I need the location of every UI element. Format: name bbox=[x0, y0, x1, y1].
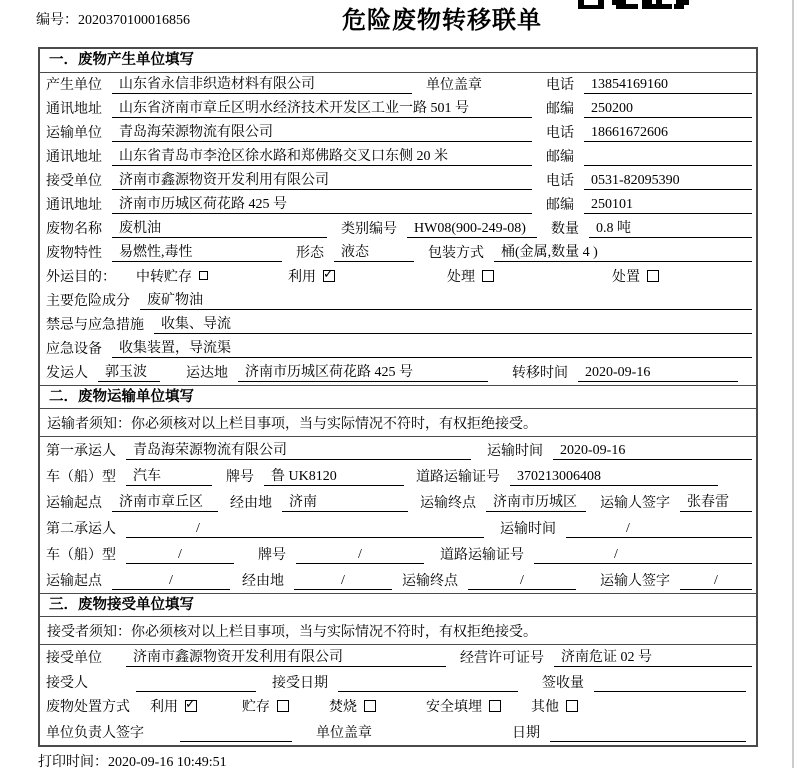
disposal-incinerate-label: 焚烧 bbox=[329, 700, 357, 715]
waste-qty-label: 数量 bbox=[551, 222, 579, 237]
field-row-hazard-component bbox=[40, 289, 756, 313]
route-via-2-label: 经由地 bbox=[242, 574, 284, 589]
route-start-2-value: / bbox=[112, 573, 230, 590]
responsible-sign-value bbox=[180, 725, 292, 742]
dispatcher-value: 郭玉波 bbox=[98, 361, 160, 382]
transport-time-1-label: 运输时间 bbox=[487, 444, 543, 459]
generator-zip-label: 邮编 bbox=[546, 102, 574, 117]
road-license-2-label: 道路运输证号 bbox=[440, 548, 524, 563]
transport-address-value: 山东省青岛市李沧区徐水路和郑佛路交叉口东侧 20 米 bbox=[112, 145, 532, 166]
transporter-sign-1-value: 张春雷 bbox=[680, 491, 752, 512]
equipment-label: 应急设备 bbox=[46, 342, 102, 357]
field-row-transport-address bbox=[40, 145, 756, 169]
disposal-other-checkbox bbox=[566, 700, 578, 712]
receipt-date-value bbox=[338, 675, 518, 692]
disposal-option-other bbox=[531, 696, 578, 716]
waste-qty-value: 0.8 吨 bbox=[589, 217, 752, 238]
transporter-sign-1-label: 运输人签字 bbox=[600, 496, 670, 511]
destination-value: 济南市历城区荷花路 425 号 bbox=[238, 361, 488, 382]
packing-label: 包装方式 bbox=[428, 246, 484, 261]
transport-unit-label: 运输单位 bbox=[46, 126, 102, 141]
receiver-zip-value: 250101 bbox=[584, 197, 752, 214]
road-license-1-value: 370213006408 bbox=[510, 469, 718, 486]
transfer-time-label: 转移时间 bbox=[512, 366, 568, 381]
route-end-1-label: 运输终点 bbox=[420, 496, 476, 511]
road-license-2-value: / bbox=[534, 547, 752, 564]
transport-address-label: 通讯地址 bbox=[46, 150, 102, 165]
business-license-label: 经营许可证号 bbox=[460, 651, 544, 666]
field-row-vehicle-2 bbox=[40, 541, 756, 567]
transport-phone-label: 电话 bbox=[546, 126, 574, 141]
received-qty-value bbox=[594, 675, 746, 692]
waste-code-value: HW08(900-249-08) bbox=[407, 221, 537, 238]
vehicle-type-1-value: 汽车 bbox=[126, 465, 212, 486]
field-row-generator-address bbox=[40, 97, 756, 121]
field-row-waste-name bbox=[40, 217, 756, 241]
second-carrier-value: / bbox=[126, 521, 484, 538]
route-end-1-value: 济南市历城区 bbox=[486, 491, 586, 512]
transport-time-1-value: 2020-09-16 bbox=[553, 443, 752, 460]
transport-time-2-value: / bbox=[566, 521, 752, 538]
accepting-unit-value: 济南市鑫源物资开发利用有限公司 bbox=[126, 646, 446, 667]
disposal-method-label: 废物处置方式 bbox=[46, 700, 130, 715]
business-license-value: 济南危证 02 号 bbox=[554, 646, 752, 667]
disposal-incinerate-checkbox bbox=[364, 700, 376, 712]
print-time bbox=[38, 751, 227, 768]
purpose-option-treat bbox=[447, 266, 494, 286]
purpose-option-dispose bbox=[612, 266, 659, 286]
waste-name-label: 废物名称 bbox=[46, 222, 102, 237]
field-row-second-carrier bbox=[40, 515, 756, 541]
field-row-signoff bbox=[40, 720, 756, 745]
dispose-checkbox bbox=[647, 270, 659, 282]
field-row-receiver-unit bbox=[40, 169, 756, 193]
serial-label: 编号： bbox=[36, 13, 78, 28]
transporter-notice: 运输者须知：你必须核对以上栏目事项，当与实际情况不符时，有权拒绝接受。 bbox=[40, 409, 756, 437]
receiver-zip-label: 邮编 bbox=[546, 198, 574, 213]
receiver-person-value bbox=[136, 675, 256, 692]
field-row-emergency-measures bbox=[40, 313, 756, 337]
route-start-1-label: 运输起点 bbox=[46, 496, 102, 511]
disposal-option-utilize bbox=[150, 696, 197, 716]
field-row-receiver-address bbox=[40, 193, 756, 217]
field-row-waste-traits bbox=[40, 241, 756, 265]
field-row-vehicle-1 bbox=[40, 463, 756, 489]
route-start-2-label: 运输起点 bbox=[46, 574, 102, 589]
page-edge-divider bbox=[792, 0, 794, 768]
route-end-2-value: / bbox=[468, 573, 576, 590]
transporter-sign-2-label: 运输人签字 bbox=[600, 574, 670, 589]
disposal-option-store bbox=[242, 696, 289, 716]
dispatcher-label: 发运人 bbox=[46, 366, 88, 381]
responsible-sign-label: 单位负责人签字 bbox=[46, 726, 144, 741]
field-row-receipt bbox=[40, 670, 756, 695]
field-row-transfer-purpose bbox=[40, 265, 756, 289]
receipt-date-label: 接受日期 bbox=[272, 676, 328, 691]
disposal-utilize-checkbox bbox=[185, 700, 197, 712]
transport-zip-label: 邮编 bbox=[546, 150, 574, 165]
serial-value: 2020370100016856 bbox=[78, 13, 190, 28]
plate-2-label: 牌号 bbox=[258, 548, 286, 563]
plate-1-value: 鲁 UK8120 bbox=[264, 465, 404, 486]
unit-seal-2-label: 单位盖章 bbox=[316, 726, 372, 741]
waste-form-label: 形态 bbox=[296, 246, 324, 261]
field-row-route-2 bbox=[40, 567, 756, 593]
receiver-address-value: 济南市历城区荷花路 425 号 bbox=[112, 193, 532, 214]
route-via-1-value: 济南 bbox=[282, 491, 408, 512]
route-start-1-value: 济南市章丘区 bbox=[112, 491, 218, 512]
vehicle-type-1-label: 车（船）型 bbox=[46, 470, 116, 485]
hazard-value: 废矿物油 bbox=[140, 289, 752, 310]
waste-traits-label: 废物特性 bbox=[46, 246, 102, 261]
road-license-1-label: 道路运输证号 bbox=[416, 470, 500, 485]
plate-1-label: 牌号 bbox=[226, 470, 254, 485]
utilize-checkbox bbox=[323, 270, 335, 282]
disposal-other-label: 其他 bbox=[531, 700, 559, 715]
print-time-label: 打印时间： bbox=[38, 755, 108, 768]
receiver-unit-value: 济南市鑫源物资开发利用有限公司 bbox=[112, 169, 532, 190]
receiver-phone-label: 电话 bbox=[546, 174, 574, 189]
signoff-date-label: 日期 bbox=[512, 726, 540, 741]
purpose-option-storage bbox=[136, 266, 208, 286]
transport-phone-value: 18661672606 bbox=[584, 125, 752, 142]
treat-checkbox bbox=[482, 270, 494, 282]
route-via-2-value: / bbox=[294, 573, 392, 590]
print-time-value: 2020-09-16 10:49:51 bbox=[108, 755, 227, 768]
signoff-date-value bbox=[550, 725, 746, 742]
vehicle-type-2-value: / bbox=[126, 547, 234, 564]
section-3-header: 三．废物接受单位填写 bbox=[40, 593, 756, 617]
route-end-2-label: 运输终点 bbox=[402, 574, 458, 589]
waste-code-label: 类别编号 bbox=[341, 222, 397, 237]
disposal-utilize-label: 利用 bbox=[150, 700, 178, 715]
section-1-body bbox=[40, 73, 756, 385]
second-carrier-label: 第二承运人 bbox=[46, 522, 116, 537]
purpose-option-dispose-label: 处置 bbox=[612, 269, 640, 285]
transporter-sign-2-value: / bbox=[680, 573, 752, 590]
generator-address-label: 通讯地址 bbox=[46, 102, 102, 117]
field-row-dispatch bbox=[40, 361, 756, 385]
receiver-notice: 接受者须知：你必须核对以上栏目事项，当与实际情况不符时，有权拒绝接受。 bbox=[40, 617, 756, 645]
plate-2-value: / bbox=[296, 547, 424, 564]
field-row-generator-unit bbox=[40, 73, 756, 97]
disposal-store-checkbox bbox=[277, 700, 289, 712]
generator-phone-label: 电话 bbox=[546, 78, 574, 93]
equipment-value: 收集装置，导流渠 bbox=[112, 337, 752, 358]
route-via-1-label: 经由地 bbox=[230, 496, 272, 511]
disposal-option-incinerate bbox=[329, 696, 376, 716]
received-qty-label: 签收量 bbox=[542, 676, 584, 691]
qr-code-icon bbox=[578, 0, 690, 10]
generator-zip-value: 250200 bbox=[584, 101, 752, 118]
packing-value: 桶(金属,数量 4 ) bbox=[494, 241, 752, 262]
waste-name-value: 废机油 bbox=[112, 217, 327, 238]
receiver-phone-value: 0531-82095390 bbox=[584, 173, 752, 190]
field-row-route-1 bbox=[40, 489, 756, 515]
section-3-body bbox=[40, 617, 756, 745]
section-2-header: 二．废物运输单位填写 bbox=[40, 385, 756, 409]
manifest-table bbox=[38, 47, 758, 747]
field-row-first-carrier bbox=[40, 437, 756, 463]
destination-label: 运达地 bbox=[186, 366, 228, 381]
storage-checkbox bbox=[199, 271, 208, 280]
disposal-store-label: 贮存 bbox=[242, 700, 270, 715]
waste-traits-value: 易燃性,毒性 bbox=[112, 241, 282, 262]
section-2-body bbox=[40, 409, 756, 593]
generator-address-value: 山东省济南市章丘区明水经济技术开发区工业一路 501 号 bbox=[112, 97, 532, 118]
field-row-accepting-unit bbox=[40, 645, 756, 670]
serial-number bbox=[36, 9, 190, 29]
taboo-label: 禁忌与应急措施 bbox=[46, 318, 144, 333]
first-carrier-value: 青岛海荣源物流有限公司 bbox=[126, 439, 471, 460]
taboo-value: 收集、导流 bbox=[154, 313, 752, 334]
transport-time-2-label: 运输时间 bbox=[500, 522, 556, 537]
waste-form-value: 液态 bbox=[334, 241, 414, 262]
purpose-option-utilize bbox=[288, 266, 335, 286]
transport-unit-value: 青岛海荣源物流有限公司 bbox=[112, 121, 532, 142]
document-header bbox=[0, 0, 796, 47]
field-row-transport-unit bbox=[40, 121, 756, 145]
page-title: 危险废物转移联单 bbox=[342, 8, 542, 34]
receiver-person-label: 接受人 bbox=[46, 676, 88, 691]
transport-zip-value bbox=[584, 149, 752, 166]
generator-unit-value: 山东省永信非织造材料有限公司 bbox=[112, 73, 412, 94]
purpose-option-storage-label: 中转贮存 bbox=[136, 269, 192, 285]
receiver-unit-label: 接受单位 bbox=[46, 174, 102, 189]
receiver-address-label: 通讯地址 bbox=[46, 198, 102, 213]
purpose-label: 外运目的： bbox=[46, 269, 116, 285]
section-1-header: 一．废物产生单位填写 bbox=[40, 49, 756, 73]
field-row-emergency-equipment bbox=[40, 337, 756, 361]
disposal-landfill-label: 安全填埋 bbox=[426, 700, 482, 715]
hazard-label: 主要危险成分 bbox=[46, 294, 130, 309]
transfer-time-value: 2020-09-16 bbox=[578, 365, 738, 382]
disposal-landfill-checkbox bbox=[489, 700, 501, 712]
unit-seal-label: 单位盖章 bbox=[426, 78, 482, 93]
purpose-option-treat-label: 处理 bbox=[447, 269, 475, 285]
accepting-unit-label: 接受单位 bbox=[46, 651, 102, 666]
vehicle-type-2-label: 车（船）型 bbox=[46, 548, 116, 563]
first-carrier-label: 第一承运人 bbox=[46, 444, 116, 459]
purpose-option-utilize-label: 利用 bbox=[288, 269, 316, 285]
disposal-option-landfill bbox=[426, 696, 501, 716]
generator-phone-value: 13854169160 bbox=[584, 77, 752, 94]
field-row-disposal-method bbox=[40, 695, 756, 720]
generator-unit-label: 产生单位 bbox=[46, 78, 102, 93]
